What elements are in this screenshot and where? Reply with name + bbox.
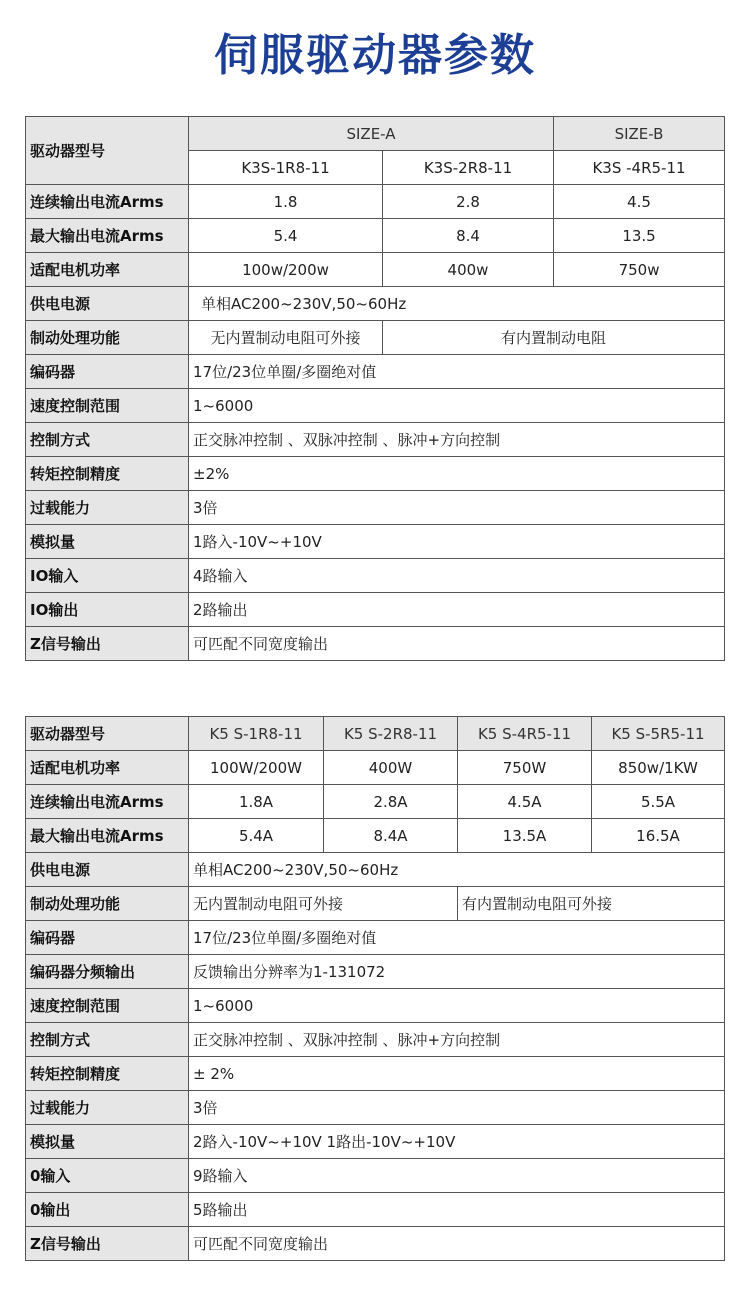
table-row	[26, 1023, 725, 1057]
row-label: 适配电机功率	[26, 751, 189, 785]
value-cell: 13.5	[554, 219, 725, 253]
value-cell: 1~6000	[189, 389, 725, 423]
value-cell: 8.4A	[324, 819, 458, 853]
table-row	[26, 1159, 725, 1193]
value-cell: ±2%	[189, 457, 725, 491]
row-label: 制动处理功能	[26, 321, 189, 355]
table-row	[26, 593, 725, 627]
model-cell: K5 S-2R8-11	[324, 717, 458, 751]
value-cell: 可匹配不同宽度输出	[189, 627, 725, 661]
model-cell: K5 S-1R8-11	[189, 717, 324, 751]
value-cell: 17位/23位单圈/多圈绝对值	[189, 921, 725, 955]
table-row	[26, 853, 725, 887]
value-cell: 单相AC200~230V,50~60Hz	[189, 287, 725, 321]
k3s-spec-table	[25, 116, 725, 661]
row-label: 速度控制范围	[26, 989, 189, 1023]
table-row	[26, 389, 725, 423]
row-label: 供电电源	[26, 853, 189, 887]
table-row	[26, 355, 725, 389]
row-label: IO输入	[26, 559, 189, 593]
value-cell: 5.5A	[592, 785, 725, 819]
size-a-header: SIZE-A	[189, 117, 554, 151]
value-cell: 5.4	[189, 219, 383, 253]
value-cell: 100W/200W	[189, 751, 324, 785]
value-cell: 有内置制动电阻可外接	[458, 887, 725, 921]
table-row	[26, 887, 725, 921]
row-label: 适配电机功率	[26, 253, 189, 287]
table-row	[26, 253, 725, 287]
value-cell: 无内置制动电阻可外接	[189, 887, 458, 921]
row-label: 转矩控制精度	[26, 1057, 189, 1091]
model-cell: K3S -4R5-11	[554, 151, 725, 185]
row-label: 转矩控制精度	[26, 457, 189, 491]
value-cell: 1~6000	[189, 989, 725, 1023]
value-cell: 3倍	[189, 1091, 725, 1125]
value-cell: 400W	[324, 751, 458, 785]
model-label: 驱动器型号	[26, 117, 189, 185]
table-row	[26, 423, 725, 457]
table-row	[26, 1193, 725, 1227]
model-cell: K5 S-4R5-11	[458, 717, 592, 751]
value-cell: 无内置制动电阻可外接	[189, 321, 383, 355]
value-cell: 9路输入	[189, 1159, 725, 1193]
value-cell: 100w/200w	[189, 253, 383, 287]
value-cell: 5.4A	[189, 819, 324, 853]
row-label: 0输出	[26, 1193, 189, 1227]
model-cell: K5 S-5R5-11	[592, 717, 725, 751]
value-cell: 有内置制动电阻	[383, 321, 725, 355]
row-label: 控制方式	[26, 1023, 189, 1057]
model-label: 驱动器型号	[26, 717, 189, 751]
value-cell: 1.8A	[189, 785, 324, 819]
table-row	[26, 491, 725, 525]
row-label: 过载能力	[26, 1091, 189, 1125]
model-cell: K3S-2R8-11	[383, 151, 554, 185]
value-cell: 13.5A	[458, 819, 592, 853]
model-cell: K3S-1R8-11	[189, 151, 383, 185]
k5s-spec-table	[25, 716, 725, 1261]
value-cell: 2.8	[383, 185, 554, 219]
row-label: IO输出	[26, 593, 189, 627]
table-row	[26, 751, 725, 785]
value-cell: 1路入-10V~+10V	[189, 525, 725, 559]
row-label: 控制方式	[26, 423, 189, 457]
row-label: 速度控制范围	[26, 389, 189, 423]
size-b-header: SIZE-B	[554, 117, 725, 151]
row-label: 模拟量	[26, 525, 189, 559]
value-cell: 4.5	[554, 185, 725, 219]
row-label: 过载能力	[26, 491, 189, 525]
table-row	[26, 819, 725, 853]
row-label: 0输入	[26, 1159, 189, 1193]
value-cell: 单相AC200~230V,50~60Hz	[189, 853, 725, 887]
table-row	[26, 1091, 725, 1125]
value-cell: 2路入-10V~+10V 1路出-10V~+10V	[189, 1125, 725, 1159]
row-label: 最大输出电流Arms	[26, 819, 189, 853]
value-cell: 8.4	[383, 219, 554, 253]
value-cell: 3倍	[189, 491, 725, 525]
row-label: 编码器	[26, 355, 189, 389]
row-label: 编码器分频输出	[26, 955, 189, 989]
table-row	[26, 627, 725, 661]
value-cell: 正交脉冲控制 、双脉冲控制 、脉冲+方向控制	[189, 423, 725, 457]
value-cell: 4路输入	[189, 559, 725, 593]
value-cell: 2路输出	[189, 593, 725, 627]
value-cell: ± 2%	[189, 1057, 725, 1091]
table-row	[26, 1125, 725, 1159]
value-cell: 1.8	[189, 185, 383, 219]
row-label: Z信号输出	[26, 1227, 189, 1261]
table-row	[26, 989, 725, 1023]
value-cell: 16.5A	[592, 819, 725, 853]
table-row	[26, 185, 725, 219]
table-row	[26, 955, 725, 989]
value-cell: 750W	[458, 751, 592, 785]
value-cell: 反馈输出分辨率为1-131072	[189, 955, 725, 989]
value-cell: 750w	[554, 253, 725, 287]
value-cell: 850w/1KW	[592, 751, 725, 785]
table-row	[26, 559, 725, 593]
row-label: 供电电源	[26, 287, 189, 321]
page-title: 伺服驱动器参数	[214, 30, 536, 81]
value-cell: 400w	[383, 253, 554, 287]
row-label: 制动处理功能	[26, 887, 189, 921]
table-row	[26, 921, 725, 955]
table-row	[26, 457, 725, 491]
row-label: 连续输出电流Arms	[26, 785, 189, 819]
value-cell: 5路输出	[189, 1193, 725, 1227]
table-row	[26, 525, 725, 559]
value-cell: 可匹配不同宽度输出	[189, 1227, 725, 1261]
table-row	[26, 321, 725, 355]
row-label: 连续输出电流Arms	[26, 185, 189, 219]
table-row	[26, 1057, 725, 1091]
value-cell: 4.5A	[458, 785, 592, 819]
row-label: 编码器	[26, 921, 189, 955]
value-cell: 17位/23位单圈/多圈绝对值	[189, 355, 725, 389]
row-label: 最大输出电流Arms	[26, 219, 189, 253]
row-label: 模拟量	[26, 1125, 189, 1159]
table-row	[26, 219, 725, 253]
table-row	[26, 287, 725, 321]
table-row	[26, 785, 725, 819]
row-label: Z信号输出	[26, 627, 189, 661]
value-cell: 正交脉冲控制 、双脉冲控制 、脉冲+方向控制	[189, 1023, 725, 1057]
value-cell: 2.8A	[324, 785, 458, 819]
table-row	[26, 1227, 725, 1261]
